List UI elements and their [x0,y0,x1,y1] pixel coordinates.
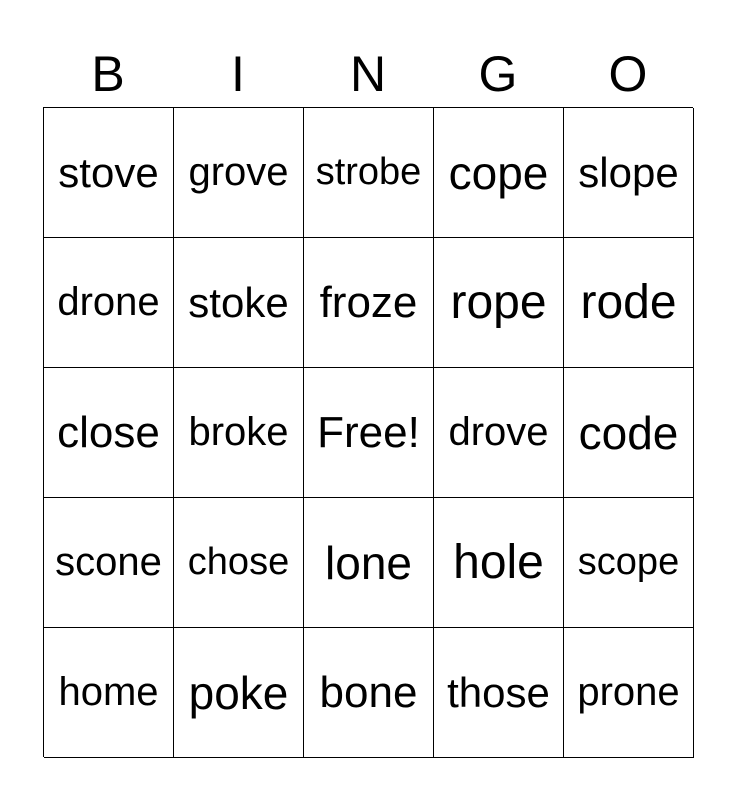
bingo-cell-r5-c5[interactable]: prone [564,628,694,758]
bingo-cell-r4-c4[interactable]: hole [434,498,564,628]
bingo-cell-r3-c4[interactable]: drove [434,368,564,498]
bingo-cell-r5-c1[interactable]: home [44,628,174,758]
bingo-cell-r4-c3[interactable]: lone [304,498,434,628]
bingo-cell-r1-c5[interactable]: slope [564,108,694,238]
header-letter-b: B [91,46,125,102]
bingo-cell-r1-c3[interactable]: strobe [304,108,434,238]
bingo-cell-r5-c3[interactable]: bone [304,628,434,758]
bingo-cell-r3-c3-free-space[interactable]: Free! [304,368,434,498]
bingo-cell-r3-c1[interactable]: close [44,368,174,498]
bingo-cell-r2-c5[interactable]: rode [564,238,694,368]
header-letter-n: N [349,46,387,102]
bingo-board [43,107,693,757]
bingo-cell-r2-c1[interactable]: drone [44,238,174,368]
header-letter-i: I [231,46,245,102]
bingo-header [43,44,693,104]
bingo-cell-r5-c4[interactable]: those [434,628,564,758]
bingo-cell-r4-c1[interactable]: scone [44,498,174,628]
header-letter-g: G [478,46,518,102]
bingo-cell-r2-c4[interactable]: rope [434,238,564,368]
bingo-cell-r5-c2[interactable]: poke [174,628,304,758]
bingo-cell-r1-c2[interactable]: grove [174,108,304,238]
bingo-cell-r4-c2[interactable]: chose [174,498,304,628]
bingo-cell-r2-c2[interactable]: stoke [174,238,304,368]
bingo-cell-r4-c5[interactable]: scope [564,498,694,628]
bingo-cell-r3-c2[interactable]: broke [174,368,304,498]
bingo-cell-r2-c3[interactable]: froze [304,238,434,368]
header-letter-o: O [608,46,648,102]
bingo-cell-r1-c1[interactable]: stove [44,108,174,238]
bingo-cell-r3-c5[interactable]: code [564,368,694,498]
bingo-cell-r1-c4[interactable]: cope [434,108,564,238]
